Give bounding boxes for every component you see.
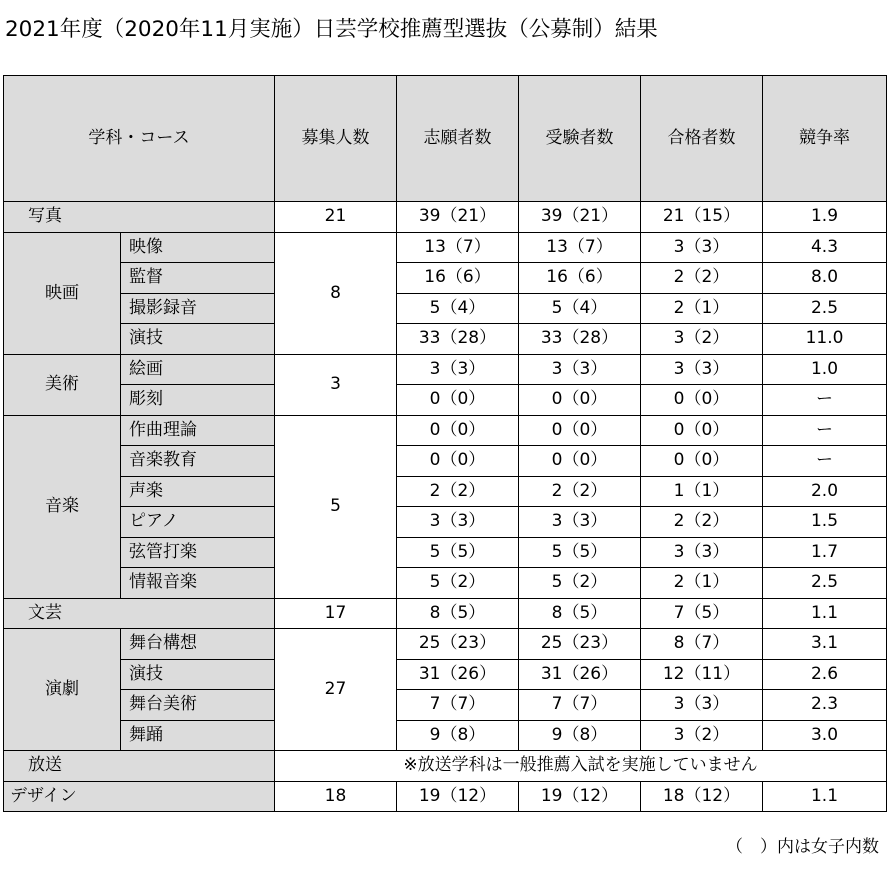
applicants-cell: 25（23） xyxy=(397,629,519,660)
course-cell: 監督 xyxy=(121,263,275,294)
ratio-cell: 1.1 xyxy=(763,598,887,629)
applicants-cell: 13（7） xyxy=(397,232,519,263)
course-cell: 舞台構想 xyxy=(121,629,275,660)
applicants-cell: 7（7） xyxy=(397,690,519,721)
course-cell: 演技 xyxy=(121,659,275,690)
course-cell: 演技 xyxy=(121,324,275,355)
ratio-cell: 1.9 xyxy=(763,202,887,233)
capacity-cell: 17 xyxy=(275,598,397,629)
examinees-cell: 5（5） xyxy=(519,537,641,568)
applicants-cell: 9（8） xyxy=(397,720,519,751)
dept-cell: 音楽 xyxy=(4,415,121,598)
examinees-cell: 19（12） xyxy=(519,781,641,812)
course-cell: 舞踊 xyxy=(121,720,275,751)
applicants-cell: 31（26） xyxy=(397,659,519,690)
table-row xyxy=(4,720,887,751)
applicants-cell: 3（3） xyxy=(397,354,519,385)
examinees-cell: 2（2） xyxy=(519,476,641,507)
course-cell: 映像 xyxy=(121,232,275,263)
capacity-cell: 18 xyxy=(275,781,397,812)
applicants-cell: 5（4） xyxy=(397,293,519,324)
ratio-cell: ー xyxy=(763,415,887,446)
passed-cell: 18（12） xyxy=(641,781,763,812)
capacity-cell: 8 xyxy=(275,232,397,354)
examinees-cell: 8（5） xyxy=(519,598,641,629)
applicants-cell: 39（21） xyxy=(397,202,519,233)
examinees-cell: 13（7） xyxy=(519,232,641,263)
passed-cell: 2（1） xyxy=(641,568,763,599)
capacity-cell: 3 xyxy=(275,354,397,415)
table-row xyxy=(4,446,887,477)
examinees-cell: 5（2） xyxy=(519,568,641,599)
dept-cell: 写真 xyxy=(4,202,275,233)
course-cell: 情報音楽 xyxy=(121,568,275,599)
capacity-cell: 5 xyxy=(275,415,397,598)
table-row xyxy=(4,324,887,355)
results-table xyxy=(3,75,887,812)
passed-cell: 3（2） xyxy=(641,720,763,751)
applicants-cell: 5（5） xyxy=(397,537,519,568)
ratio-cell: ー xyxy=(763,446,887,477)
applicants-cell: 19（12） xyxy=(397,781,519,812)
table-row xyxy=(4,385,887,416)
dept-cell: 美術 xyxy=(4,354,121,415)
passed-cell: 3（3） xyxy=(641,354,763,385)
table-row xyxy=(4,537,887,568)
dept-cell: 文芸 xyxy=(4,598,275,629)
table-row xyxy=(4,568,887,599)
ratio-cell: 2.5 xyxy=(763,568,887,599)
examinees-cell: 7（7） xyxy=(519,690,641,721)
ratio-cell: 3.1 xyxy=(763,629,887,660)
examinees-cell: 0（0） xyxy=(519,385,641,416)
passed-cell: 0（0） xyxy=(641,415,763,446)
capacity-cell: 27 xyxy=(275,629,397,751)
table-row xyxy=(4,293,887,324)
ratio-cell: 4.3 xyxy=(763,232,887,263)
table-row xyxy=(4,202,887,233)
broadcast-note: ※放送学科は一般推薦入試を実施していません xyxy=(275,751,887,782)
examinees-cell: 0（0） xyxy=(519,415,641,446)
passed-cell: 2（2） xyxy=(641,263,763,294)
passed-cell: 7（5） xyxy=(641,598,763,629)
applicants-cell: 2（2） xyxy=(397,476,519,507)
passed-cell: 21（15） xyxy=(641,202,763,233)
page-title: 2021年度（2020年11月実施）日芸学校推薦型選抜（公募制）結果 xyxy=(5,17,658,42)
examinees-cell: 16（6） xyxy=(519,263,641,294)
passed-cell: 3（3） xyxy=(641,232,763,263)
header-examinees: 受験者数 xyxy=(519,76,641,202)
course-cell: ピアノ xyxy=(121,507,275,538)
applicants-cell: 0（0） xyxy=(397,385,519,416)
applicants-cell: 8（5） xyxy=(397,598,519,629)
table-row xyxy=(4,659,887,690)
dept-cell: 放送 xyxy=(4,751,275,782)
passed-cell: 0（0） xyxy=(641,385,763,416)
applicants-cell: 5（2） xyxy=(397,568,519,599)
course-cell: 舞台美術 xyxy=(121,690,275,721)
passed-cell: 2（1） xyxy=(641,293,763,324)
course-cell: 音楽教育 xyxy=(121,446,275,477)
passed-cell: 1（1） xyxy=(641,476,763,507)
header-passed: 合格者数 xyxy=(641,76,763,202)
ratio-cell: 1.0 xyxy=(763,354,887,385)
ratio-cell: 1.5 xyxy=(763,507,887,538)
ratio-cell: 8.0 xyxy=(763,263,887,294)
passed-cell: 12（11） xyxy=(641,659,763,690)
examinees-cell: 25（23） xyxy=(519,629,641,660)
table-row xyxy=(4,232,887,263)
applicants-cell: 33（28） xyxy=(397,324,519,355)
course-cell: 絵画 xyxy=(121,354,275,385)
examinees-cell: 3（3） xyxy=(519,354,641,385)
course-cell: 作曲理論 xyxy=(121,415,275,446)
header-capacity: 募集人数 xyxy=(275,76,397,202)
passed-cell: 8（7） xyxy=(641,629,763,660)
passed-cell: 3（3） xyxy=(641,537,763,568)
ratio-cell: 2.6 xyxy=(763,659,887,690)
table-row xyxy=(4,354,887,385)
course-cell: 撮影録音 xyxy=(121,293,275,324)
table-row xyxy=(4,507,887,538)
dept-cell: 映画 xyxy=(4,232,121,354)
passed-cell: 3（2） xyxy=(641,324,763,355)
examinees-cell: 0（0） xyxy=(519,446,641,477)
header-ratio: 競争率 xyxy=(763,76,887,202)
table-row xyxy=(4,598,887,629)
table-row xyxy=(4,415,887,446)
passed-cell: 2（2） xyxy=(641,507,763,538)
applicants-cell: 3（3） xyxy=(397,507,519,538)
course-cell: 彫刻 xyxy=(121,385,275,416)
table-row xyxy=(4,751,887,782)
examinees-cell: 39（21） xyxy=(519,202,641,233)
header-applicants: 志願者数 xyxy=(397,76,519,202)
passed-cell: 3（3） xyxy=(641,690,763,721)
ratio-cell: 2.5 xyxy=(763,293,887,324)
ratio-cell: 1.7 xyxy=(763,537,887,568)
ratio-cell: 11.0 xyxy=(763,324,887,355)
table-row xyxy=(4,629,887,660)
ratio-cell: 2.3 xyxy=(763,690,887,721)
examinees-cell: 31（26） xyxy=(519,659,641,690)
header-row xyxy=(4,76,887,202)
examinees-cell: 33（28） xyxy=(519,324,641,355)
dept-cell: デザイン xyxy=(4,781,275,812)
table-row xyxy=(4,476,887,507)
ratio-cell: ー xyxy=(763,385,887,416)
applicants-cell: 0（0） xyxy=(397,415,519,446)
passed-cell: 0（0） xyxy=(641,446,763,477)
examinees-cell: 5（4） xyxy=(519,293,641,324)
ratio-cell: 2.0 xyxy=(763,476,887,507)
table-row xyxy=(4,263,887,294)
ratio-cell: 3.0 xyxy=(763,720,887,751)
course-cell: 弦管打楽 xyxy=(121,537,275,568)
examinees-cell: 9（8） xyxy=(519,720,641,751)
table-row xyxy=(4,690,887,721)
header-dept: 学科・コース xyxy=(4,76,275,202)
capacity-cell: 21 xyxy=(275,202,397,233)
applicants-cell: 0（0） xyxy=(397,446,519,477)
course-cell: 声楽 xyxy=(121,476,275,507)
footnote: （ ）内は女子内数 xyxy=(726,837,879,857)
ratio-cell: 1.1 xyxy=(763,781,887,812)
applicants-cell: 16（6） xyxy=(397,263,519,294)
dept-cell: 演劇 xyxy=(4,629,121,751)
examinees-cell: 3（3） xyxy=(519,507,641,538)
table-row xyxy=(4,781,887,812)
